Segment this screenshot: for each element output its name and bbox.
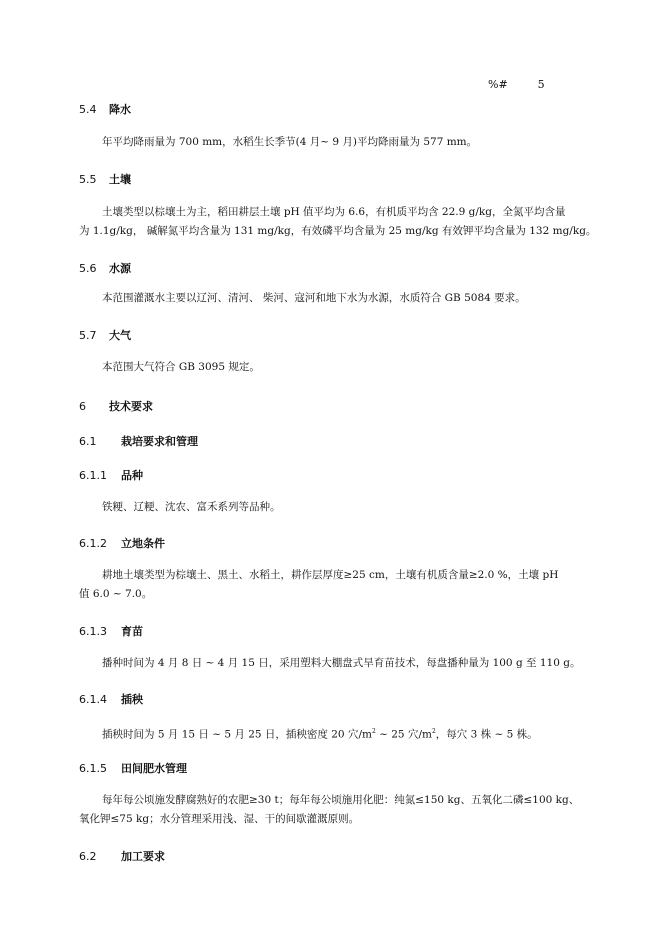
- page-header: [488, 78, 545, 91]
- section-6-2-heading: [79, 848, 165, 864]
- section-number: 6.2: [79, 850, 97, 863]
- section-6-heading: [79, 398, 153, 414]
- section-number: 6.1: [79, 435, 97, 448]
- section-number: 6.1.2: [79, 537, 107, 550]
- section-title: 水源: [109, 262, 131, 275]
- section-number: 6.1.5: [79, 762, 107, 775]
- section-6-1-2-text: 耕地土壤类型为棕壤土、黑土、水稻土，耕作层厚度≥25 cm，土壤有机质含量≥2.0 %，土壤 pH 值 6.0 ~ 7.0。: [79, 569, 559, 600]
- section-number: 6.1.3: [79, 625, 107, 638]
- section-number: 5.6: [79, 262, 97, 275]
- section-6-1-2-heading: [79, 535, 165, 551]
- section-title: 栽培要求和管理: [121, 435, 198, 448]
- section-5-4-text: 年平均降雨量为 700 mm，水稻生长季节(4 月~ 9 月)平均降雨量为 577 mm。: [102, 136, 478, 148]
- section-6-1-4-heading: [79, 691, 143, 707]
- section-5-7-text: 本范围大气符合 GB 3095 规定。: [102, 361, 260, 373]
- page-number: 5: [537, 78, 545, 91]
- section-title: 土壤: [109, 173, 131, 186]
- section-title: 加工要求: [121, 850, 165, 863]
- section-6-1-4-text: 插秧时间为 5 月 15 日 ~ 5 月 25 日，插秧密度 20 穴$/m^2$ ~ 25 穴$/m^2$，每穴 3 株 ~ 5 株。: [102, 728, 538, 741]
- header-code: %#: [488, 78, 508, 91]
- section-6-1-5-heading: [79, 760, 187, 776]
- section-6-1-5-text: 每年每公顷施发酵腐熟好的农肥≥30 t；每年每公顷施用化肥：纯氮≤150 kg、五氧化二磷≤100 kg、 氧化钾≤75 kg；水分管理采用浅、湿、干的间歇灌溉原则。: [79, 794, 580, 825]
- section-number: 6.1.1: [79, 469, 107, 482]
- section-title: 育苗: [121, 625, 143, 638]
- section-6-1-3-text: 播种时间为 4 月 8 日 ~ 4 月 15 日，采用塑料大棚盘式旱育苗技术，每盘播种量为 100 g 至 110 g。: [102, 657, 581, 669]
- section-6-1-3-heading: [79, 623, 143, 639]
- section-6-1-heading: [79, 433, 198, 449]
- section-title: 大气: [109, 329, 131, 342]
- section-number: 5.4: [79, 103, 97, 116]
- section-number: 5.7: [79, 329, 97, 342]
- section-title: 品种: [121, 469, 143, 482]
- section-title: 田间肥水管理: [121, 762, 187, 775]
- section-number: 6.1.4: [79, 693, 107, 706]
- section-5-7-heading: [79, 327, 131, 343]
- section-6-1-1-text: 铁粳、辽粳、沈农、富禾系列等品种。: [102, 501, 281, 513]
- section-title: 技术要求: [109, 400, 153, 413]
- section-6-1-1-heading: [79, 467, 143, 483]
- section-title: 立地条件: [121, 537, 165, 550]
- section-5-5-heading: [79, 171, 131, 187]
- section-number: 5.5: [79, 173, 97, 186]
- section-5-6-text: 本范围灌溉水主要以辽河、清河、 柴河、寇河和地下水为水源，水质符合 GB 5084 要求。: [102, 292, 526, 304]
- section-title: 降水: [109, 103, 131, 116]
- section-title: 插秧: [121, 693, 143, 706]
- section-5-6-heading: [79, 260, 131, 276]
- section-5-4-heading: [79, 101, 131, 117]
- section-number: 6: [79, 400, 86, 413]
- section-5-5-text: 土壤类型以棕壤土为主，稻田耕层土壤 pH 值平均为 6.6，有机质平均含 22.9 g/kg，全氮平均含量 为 1.1g/kg， 碱解氮平均含量为 131 mg/kg，有效磷平均含量为 25 mg/kg 有效钾平均含量为 132 mg/kg。: [79, 206, 597, 237]
